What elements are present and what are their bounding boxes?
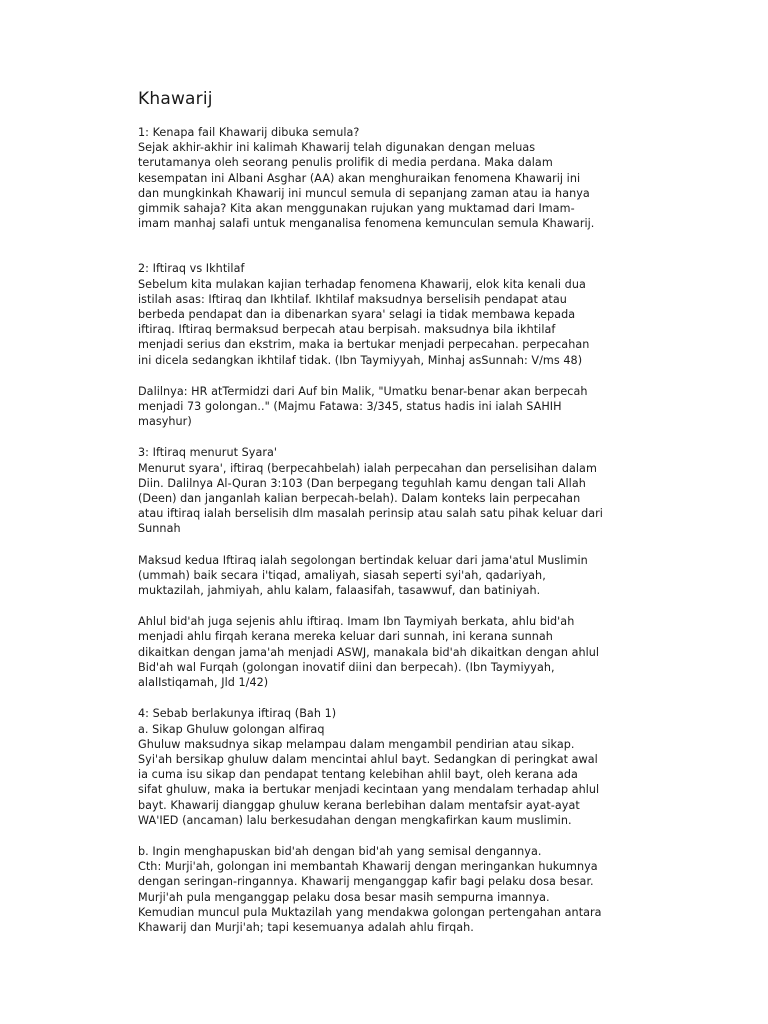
paragraph: Menurut syara', iftiraq (berpecahbelah) ialah perpecahan dan perselisihan dalam Diin. Dalilnya Al-Quran 3:103 (Dan berpegang teguhlah kamu dengan tali Allah (Deen) dan janganlah kalian berpecah-belah). Dalam konteks lain perpecahan atau iftiraq ialah berselisih dlm masalah perinsip atau salah satu pihak keluar dari Sunnah [138,461,603,536]
paragraph: Sebelum kita mulakan kajian terhadap fenomena Khawarij, elok kita kenali dua istilah asas: Iftiraq dan Ikhtilaf. Ikhtilaf maksudnya berselisih pendapat atau berbeda pendapat dan ia dibenarkan syara' selagi ia tidak membawa kepada iftiraq. Iftiraq bermaksud berpecah atau berpisah. maksudnya bila ikhtilaf menjadi serius dan ekstrim, maka ia bertukar menjadi perpecahan. perpecahan ini dicela sedangkan ikhtilaf tidak. (Ibn Taymiyyah, Minhaj asSunnah: V/ms 48) [138,277,590,367]
paragraph: Ahlul bid'ah juga sejenis ahlu iftiraq. Imam Ibn Taymiyah berkata, ahlu bid'ah menjadi ahlu firqah kerana mereka keluar dari sunnah, ini kerana sunnah dikaitkan dengan jama'ah menjadi ASWJ, manakala bid'ah dikaitkan dengan ahlul Bid'ah wal Furqah (golongan inovatif diini dan berpecah). (Ibn Taymiyyah, alalIstiqamah, Jld 1/42) [138,615,600,690]
section-2 [138,261,638,429]
section-heading: 1: Kenapa fail Khawarij dibuka semula? [138,126,360,139]
paragraph: Maksud kedua Iftiraq ialah segolongan bertindak keluar dari jama'atul Muslimin (ummah) baik secara i'tiqad, amaliyah, siasah seperti syi'ah, qadariyah, muktazilah, jahmiyah, ahlu kalam, falaasifah, tasawwuf, dan batiniyah. [138,553,588,598]
section-heading: 3: Iftiraq menurut Syara' [138,446,278,460]
paragraph: Sejak akhir-akhir ini kalimah Khawarij telah digunakan dengan meluas terutamanya oleh seorang penulis prolifik di media perdana. Maka dalam kesempatan ini Albani Asghar (AA) akan menghuraikan fenomena Khawarij ini dan mungkinkah Khawarij ini muncul semula di sepanjang zaman atau ia hanya gimmik sahaja? Kita akan menggunakan rujukan yang muktamad dari Imam- imam manhaj salafi untuk menganalisa fenomena kemunculan semula Khawarij. [138,141,595,231]
document-title: Khawarij [138,89,213,109]
section-heading: 2: Iftiraq vs Ikhtilaf [138,262,245,276]
section-3 [138,445,638,690]
section-1 [138,125,638,231]
paragraph: b. Ingin menghapuskan bid'ah dengan bid'ah yang semisal dengannya. Cth: Murji'ah, golongan ini membantah Khawarij dengan meringankan hukumnya dengan seringan-ringannya. Khawarij menganggap kafir bagi pelaku dosa besar. Murji'ah pula menganggap pelaku dosa besar masih sempurna imannya. Kemudian muncul pula Muktazilah yang mendakwa golongan pertengahan antara Khawarij dan Murji'ah; tapi kesemuanya adalah ahlu firqah. [138,844,602,934]
paragraph: Dalilnya: HR atTermidzi dari Auf bin Malik, "Umatku benar-benar akan berpecah menjadi 73 golongan.." (Majmu Fatawa: 3/345, status hadis ini ialah SAHIH masyhur) [138,384,588,429]
paragraph: a. Sikap Ghuluw golongan alfiraq Ghuluw maksudnya sikap melampau dalam mengambil pendirian atau sikap. Syi'ah bersikap ghuluw dalam mencintai ahlul bayt. Sedangkan di peringkat awal ia cuma isu sikap dan pendapat tentang kelebihan ahlil bayt, oleh kerana ada sifat ghuluw, maka ia bertukar menjadi kecintaan yang mendalam terhadap ahlul bayt. Khawarij dianggap ghuluw kerana berlebihan dalam mentafsir ayat-ayat WA'IED (ancaman) lalu berkesudahan dengan mengkafirkan kaum muslimin. [138,722,600,827]
section-4 [138,706,638,935]
document-page [138,88,638,935]
section-heading: 4: Sebab berlakunya iftiraq (Bah 1) [138,707,337,721]
